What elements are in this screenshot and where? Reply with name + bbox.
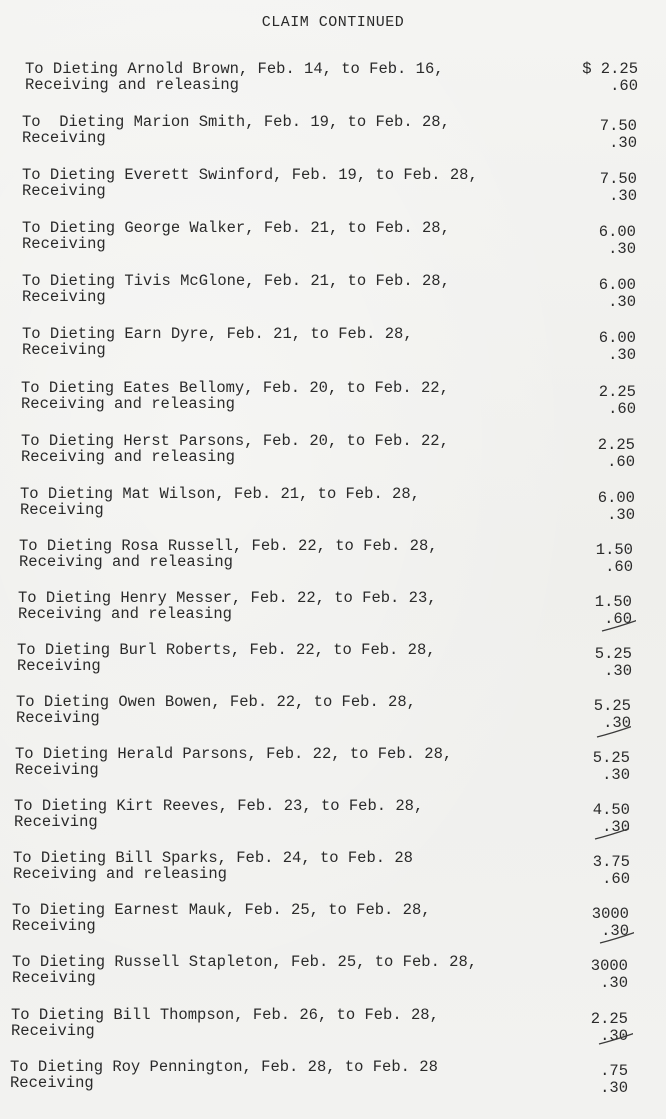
entry-amount: 6.00	[598, 329, 636, 347]
claim-entry	[0, 380, 666, 432]
entry-description-line: Receiving	[22, 288, 106, 306]
claim-entry	[0, 1059, 666, 1111]
entry-fee: .60	[605, 558, 633, 576]
entry-description-line: To Dieting Henry Messer, Feb. 22, to Feb. 23,	[18, 589, 437, 607]
entry-description	[19, 538, 559, 570]
entry-description-line: To Dieting Tivis McGlone, Feb. 21, to Feb. 28,	[22, 272, 450, 290]
claim-entry	[0, 590, 666, 642]
claim-entry	[0, 220, 666, 272]
entry-amount: 1.50	[595, 541, 633, 559]
entry-description	[12, 954, 552, 986]
entry-amounts	[560, 854, 630, 888]
entry-description-line: To Dieting Eates Bellomy, Feb. 20, to Feb. 22,	[21, 379, 449, 397]
entry-amount: 3000	[590, 957, 628, 975]
page-title: CLAIM CONTINUED	[261, 14, 405, 31]
claim-entry	[0, 902, 666, 954]
entry-amounts	[567, 118, 637, 152]
entry-amounts	[560, 750, 630, 784]
claim-entry	[0, 167, 666, 219]
claim-entry	[0, 114, 666, 166]
entry-amounts	[566, 384, 636, 418]
entry-description	[15, 746, 555, 778]
entry-description-line: To Dieting Owen Bowen, Feb. 22, to Feb. 28,	[16, 693, 416, 711]
entry-fee: .30	[603, 714, 631, 732]
entry-fee: .60	[604, 610, 632, 628]
entry-amount: 7.50	[599, 117, 637, 135]
entry-fee: .30	[600, 1027, 628, 1045]
entry-description-line: Receiving	[22, 129, 106, 147]
entry-description-line: Receiving and releasing	[13, 865, 227, 883]
entry-description-line: Receiving	[22, 341, 106, 359]
claim-entry	[0, 642, 666, 694]
entry-description	[11, 1007, 551, 1039]
entry-amounts	[566, 277, 636, 311]
entry-amounts	[568, 61, 638, 95]
entry-fee: .30	[602, 818, 630, 836]
entry-amount: 4.50	[592, 801, 630, 819]
entry-fee: .30	[604, 662, 632, 680]
entry-amounts	[567, 171, 637, 205]
entry-amounts	[565, 437, 635, 471]
entry-description	[20, 486, 560, 518]
entry-description-line: Receiving	[12, 917, 96, 935]
entry-description-line: To Dieting Herald Parsons, Feb. 22, to Feb. 28,	[15, 745, 453, 763]
entry-amounts	[560, 802, 630, 836]
entry-description	[22, 114, 562, 146]
entry-description	[21, 380, 561, 412]
entry-amounts	[566, 330, 636, 364]
claim-entry	[0, 538, 666, 590]
claim-entry	[0, 433, 666, 485]
claim-entry	[0, 273, 666, 325]
entry-description	[22, 273, 562, 305]
entry-description-line: Receiving	[22, 182, 106, 200]
entry-amounts	[563, 542, 633, 576]
entry-fee: .30	[608, 293, 636, 311]
entry-description	[22, 167, 562, 199]
entry-description-line: To Dieting Marion Smith, Feb. 19, to Feb. 28,	[22, 113, 450, 131]
entry-description-line: To Dieting Earn Dyre, Feb. 21, to Feb. 28,	[22, 325, 413, 343]
entry-description-line: To Dieting Rosa Russell, Feb. 22, to Feb. 28,	[19, 537, 438, 555]
entry-description	[16, 694, 556, 726]
entry-description	[22, 220, 562, 252]
entry-description	[14, 798, 554, 830]
entry-fee: .60	[602, 870, 630, 888]
claim-entry	[0, 798, 666, 850]
entry-amount: 1.50	[594, 593, 632, 611]
entry-description-line: Receiving	[10, 1074, 94, 1092]
entry-description-line: Receiving and releasing	[19, 553, 233, 571]
entry-amount: 5.25	[593, 697, 631, 715]
entry-amount: 2.25	[597, 436, 635, 454]
entry-fee: .60	[608, 400, 636, 418]
entry-amount: 5.25	[594, 645, 632, 663]
entry-amounts	[558, 958, 628, 992]
entry-description	[17, 642, 557, 674]
entry-fee: .60	[607, 453, 635, 471]
entry-description-line: Receiving	[15, 761, 99, 779]
entry-fee: .30	[601, 922, 629, 940]
entry-amounts	[559, 906, 629, 940]
entry-amount: 6.00	[598, 276, 636, 294]
entry-fee: .30	[609, 187, 637, 205]
claim-entry	[0, 694, 666, 746]
entry-description-line: Receiving	[22, 235, 106, 253]
entry-amount: 2.25	[590, 1010, 628, 1028]
entry-description	[13, 850, 553, 882]
entry-description-line: Receiving	[16, 709, 100, 727]
entry-description	[12, 902, 552, 934]
entry-description-line: To Dieting Earnest Mauk, Feb. 25, to Feb. 28,	[12, 901, 431, 919]
entry-description-line: To Dieting Herst Parsons, Feb. 20, to Feb. 22,	[21, 432, 449, 450]
claim-entry	[0, 850, 666, 902]
claim-entry	[0, 486, 666, 538]
entry-amounts	[561, 698, 631, 732]
entry-description-line: To Dieting Burl Roberts, Feb. 22, to Feb. 28,	[17, 641, 436, 659]
entry-description-line: To Dieting George Walker, Feb. 21, to Feb. 28,	[22, 219, 450, 237]
entry-amounts	[558, 1063, 628, 1097]
entry-amounts	[566, 224, 636, 258]
entry-description	[10, 1059, 550, 1091]
entry-description-line: Receiving	[12, 969, 96, 987]
entry-amount: $ 2.25	[582, 60, 638, 78]
entry-description-line: Receiving and releasing	[25, 76, 239, 94]
entry-description	[18, 590, 558, 622]
entry-fee: .30	[600, 1079, 628, 1097]
entry-description-line: Receiving and releasing	[18, 605, 232, 623]
entry-fee: .30	[608, 240, 636, 258]
entry-description-line: Receiving	[17, 657, 101, 675]
claim-entry	[0, 746, 666, 798]
entry-amount: 6.00	[597, 489, 635, 507]
entry-fee: .30	[600, 974, 628, 992]
entry-amount: 3.75	[592, 853, 630, 871]
claim-entry	[0, 326, 666, 378]
entry-amounts	[562, 594, 632, 628]
entry-fee: .30	[608, 346, 636, 364]
entry-description-line: To Dieting Roy Pennington, Feb. 28, to Feb. 28	[10, 1058, 438, 1076]
claim-entry	[0, 61, 666, 113]
entry-description-line: Receiving	[20, 501, 104, 519]
entry-amount: .75	[600, 1062, 628, 1080]
entry-fee: .60	[610, 77, 638, 95]
entry-description-line: To Dieting Bill Thompson, Feb. 26, to Feb. 28,	[11, 1006, 439, 1024]
claim-entry	[0, 1007, 666, 1059]
entry-description	[22, 326, 562, 358]
entry-amount: 2.25	[598, 383, 636, 401]
entry-amount: 7.50	[599, 170, 637, 188]
entry-amount: 5.25	[592, 749, 630, 767]
claim-entry	[0, 954, 666, 1006]
entry-amount: 3000	[591, 905, 629, 923]
entry-amount: 6.00	[598, 223, 636, 241]
entry-description-line: Receiving and releasing	[21, 448, 235, 466]
entry-description-line: Receiving	[11, 1022, 95, 1040]
entry-description-line: Receiving	[14, 813, 98, 831]
entry-description-line: To Dieting Everett Swinford, Feb. 19, to Feb. 28,	[22, 166, 478, 184]
entry-description	[21, 433, 561, 465]
entry-amounts	[562, 646, 632, 680]
entry-fee: .30	[602, 766, 630, 784]
entry-fee: .30	[607, 506, 635, 524]
entry-description-line: To Dieting Arnold Brown, Feb. 14, to Feb. 16,	[25, 60, 444, 78]
entry-amounts	[558, 1011, 628, 1045]
entry-description-line: To Dieting Bill Sparks, Feb. 24, to Feb. 28	[13, 849, 413, 867]
entry-description-line: To Dieting Russell Stapleton, Feb. 25, to Feb. 28,	[12, 953, 478, 971]
entry-description-line: Receiving and releasing	[21, 395, 235, 413]
entry-description	[25, 61, 565, 93]
entry-amounts	[565, 490, 635, 524]
entry-description-line: To Dieting Mat Wilson, Feb. 21, to Feb. 28,	[20, 485, 420, 503]
entry-fee: .30	[609, 134, 637, 152]
entry-description-line: To Dieting Kirt Reeves, Feb. 23, to Feb. 28,	[14, 797, 424, 815]
